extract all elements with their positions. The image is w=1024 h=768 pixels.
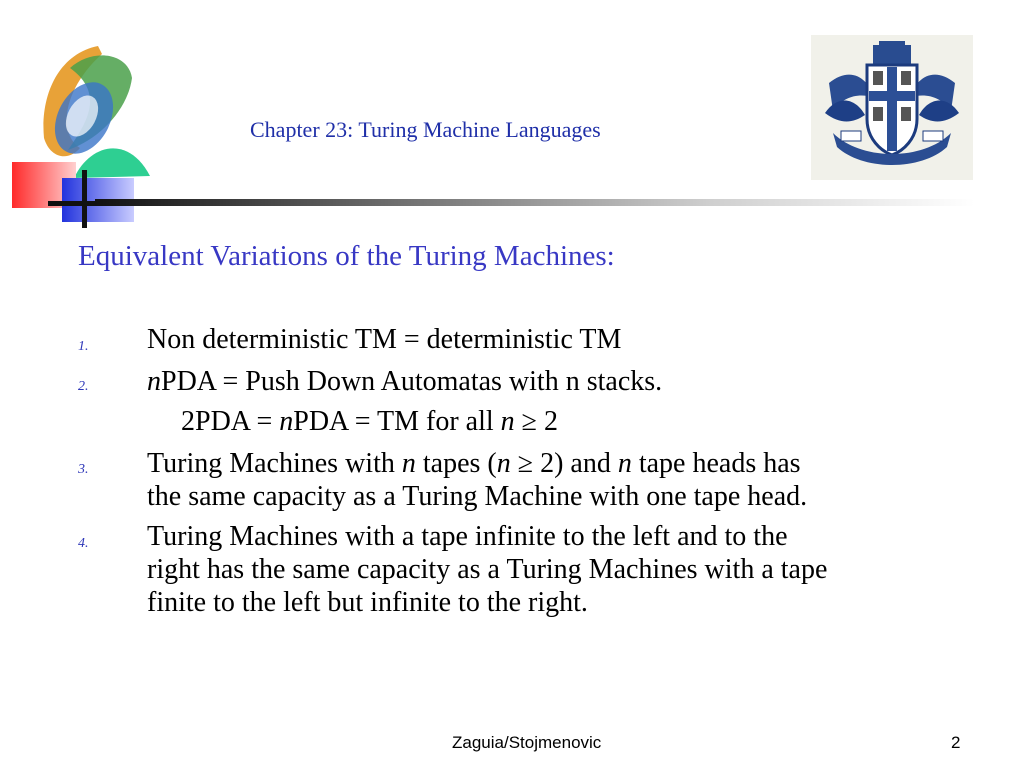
subline-part-b: PDA = TM for all xyxy=(293,406,501,437)
footer-author: Zaguia/Stojmenovic xyxy=(452,733,602,752)
list-number-2: 2. xyxy=(78,379,89,394)
list-number-1: 1. xyxy=(78,339,89,354)
line-part-d: tape heads has xyxy=(631,448,801,479)
slide-heading: Equivalent Variations of the Turing Machines: xyxy=(78,240,615,272)
list-item-2-rest: PDA = Push Down Automatas with n stacks. xyxy=(161,366,663,397)
list-item-4-line3: finite to the left but infinite to the right. xyxy=(147,587,588,618)
variable-n: n xyxy=(279,406,294,437)
list-item-4-line2: right has the same capacity as a Turing Machines with a tape xyxy=(147,554,828,585)
list-number-4: 4. xyxy=(78,536,89,551)
variable-n: n xyxy=(496,448,511,479)
list-item-4-line1: Turing Machines with a tape infinite to the left and to the xyxy=(147,521,788,552)
variable-n: n xyxy=(500,406,515,437)
list-item-2-text xyxy=(147,365,662,398)
university-crest-icon xyxy=(811,35,973,180)
list-item-3-line2: the same capacity as a Turing Machine with one tape head. xyxy=(147,481,808,512)
header-divider xyxy=(95,199,975,206)
variable-n: n xyxy=(147,366,161,397)
list-item-1-text: Non deterministic TM = deterministic TM xyxy=(147,324,622,355)
subline-part-a: 2PDA = xyxy=(181,406,280,437)
subline-part-c: ≥ 2 xyxy=(514,406,559,437)
variable-n: n xyxy=(401,448,416,479)
chapter-title: Chapter 23: Turing Machine Languages xyxy=(250,117,601,142)
line-part-b: tapes ( xyxy=(415,448,497,479)
line-part-a: Turing Machines with xyxy=(147,448,402,479)
line-part-c: ≥ 2) and xyxy=(510,448,618,479)
variable-n: n xyxy=(617,448,632,479)
list-number-3: 3. xyxy=(78,462,89,477)
list-item-2-subline xyxy=(181,406,558,438)
list-item-3-line1 xyxy=(147,447,801,480)
page-number: 2 xyxy=(951,733,961,752)
